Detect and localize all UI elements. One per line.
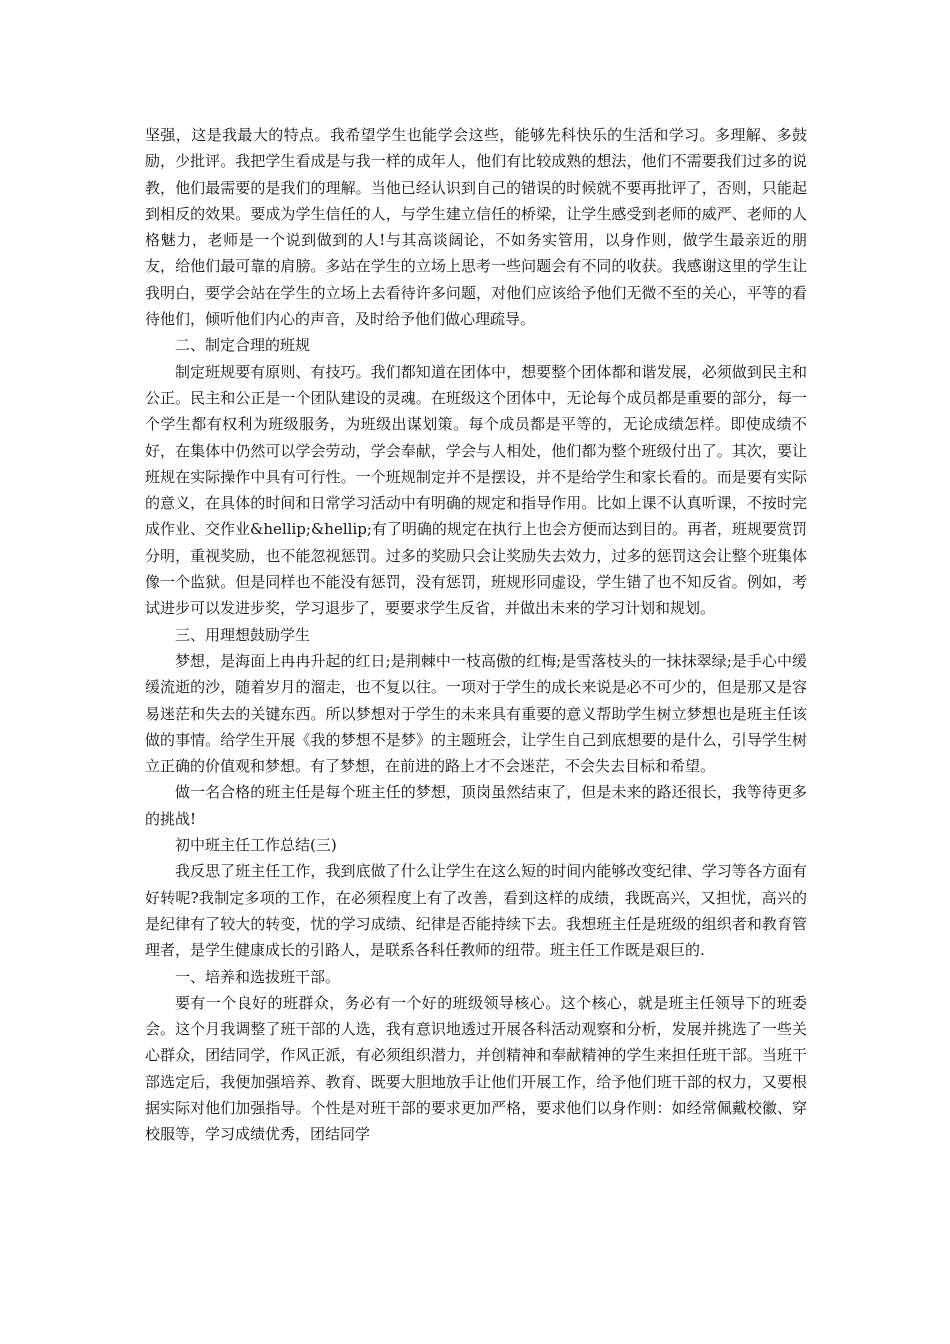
paragraph-4: 做一名合格的班主任是每个班主任的梦想，顶岗虽然结束了，但是未来的路还很长，我等待更多的挑战! xyxy=(145,783,807,828)
paragraph-2: 制定班规要有原则、有技巧。我们都知道在团体中，想要整个团体都和谐发展，必须做到民主和公正。民主和公正是一个团队建设的灵魂。在班级这个团体中，无论每个成员都是重要的部分，每一个学生都有权利为班级服务，为班级出谋划策。每个成员都是平等的，无论成绩怎样。即使成绩不好，在集体中仍然可以学会劳动，学会奉献，学会与人相处，他们都为整个班级付出了。其次，要让班规在实际操作中具有可行性。一个班规制定并不是摆设，并不是给学生和家长看的。而是要有实际的意义，在具体的时间和日常学习活动中有明确的规定和指导作用。比如上课不认真听课，不按时完成作业、交作业&hellip;&hellip;有了明确的规定在执行上也会方便而达到目的。再者，班规要赏罚分明，重视奖励，也不能忽视惩罚。过多的奖励只会让奖励失去效力，过多的惩罚这会让整个班集体像一个监狱。但是同样也不能没有惩罚，没有惩罚，班规形同虚设，学生错了也不知反省。例如，考试进步可以发进步奖，学习退步了，要要求学生反省，并做出未来的学习计划和规划。 xyxy=(145,362,807,618)
document-subtitle: 初中班主任工作总结(三) xyxy=(175,836,337,855)
paragraph-6: 要有一个良好的班群众，务必有一个好的班级领导核心。这个核心，就是班主任领导下的班委会。这个月我调整了班干部的人选，我有意识地透过开展各科活动观察和分析，发展并挑选了一些关心群众，团结同学，作风正派，有必须组织潜力，并创精神和奉献精神的学生来担任班干部。当班干部选定后，我便加强培养、教育、既要大胆地放手让他们开展工作，给予他们班干部的权力，又要根据实际对他们加强指导。个性是对班干部的要求更加严格，要求他们以身作则：如经常佩戴校徽、穿校服等，学习成绩优秀，团结同学 xyxy=(145,993,807,1144)
paragraph-1: 坚强，这是我最大的特点。我希望学生也能学会这些，能够先科快乐的生活和学习。多理解、多鼓励，少批评。我把学生看成是与我一样的成年人，他们有比较成熟的想法，他们不需要我们过多的说教，他们最需要的是我们的理解。当他已经认识到自己的错误的时候就不要再批评了，否则，只能起到相反的效果。要成为学生信任的人，与学生建立信任的桥梁，让学生感受到老师的威严、老师的人格魅力，老师是一个说到做到的人!与其高谈阔论，不如务实管用，以身作则，做学生最亲近的朋友，给他们最可靠的肩膀。多站在学生的立场上思考一些问题会有不同的收获。我感谢这里的学生让我明白，要学会站在学生的立场上去看待许多问题，对他们应该给予他们无微不至的关心，平等的看待他们，倾听他们内心的声音，及时给予他们做心理疏导。 xyxy=(145,126,807,329)
section-heading-3: 三、用理想鼓励学生 xyxy=(175,625,311,644)
document-page xyxy=(145,122,807,1148)
section-heading-1: 一、培养和选拔班干部。 xyxy=(175,967,341,986)
paragraph-3: 梦想，是海面上冉冉升起的红日;是荆棘中一枝高傲的红梅;是雪落枝头的一抹抹翠绿;是手心中缓缓流逝的沙，随着岁月的溜走，也不复以往。一项对于学生的成长来说是必不可少的，但是那又是容易迷茫和失去的关键东西。所以梦想对于学生的未来具有重要的意义帮助学生树立梦想也是班主任该做的事情。给学生开展《我的梦想不是梦》的主题班会，让学生自己到底想要的是什么，引导学生树立正确的价值观和梦想。有了梦想，在前进的路上才不会迷茫，不会失去目标和希望。 xyxy=(145,651,807,776)
paragraph-5: 我反思了班主任工作，我到底做了什么让学生在这么短的时间内能够改变纪律、学习等各方面有好转呢?我制定多项的工作，在必须程度上有了改善，看到这样的成绩，我既高兴，又担忧，高兴的是纪律有了较大的转变，忧的学习成绩、纪律是否能持续下去。我想班主任是班级的组织者和教育管理者，是学生健康成长的引路人，是联系各科任教师的纽带。班主任工作既是艰巨的. xyxy=(145,862,807,960)
section-heading-2: 二、制定合理的班规 xyxy=(175,336,311,355)
